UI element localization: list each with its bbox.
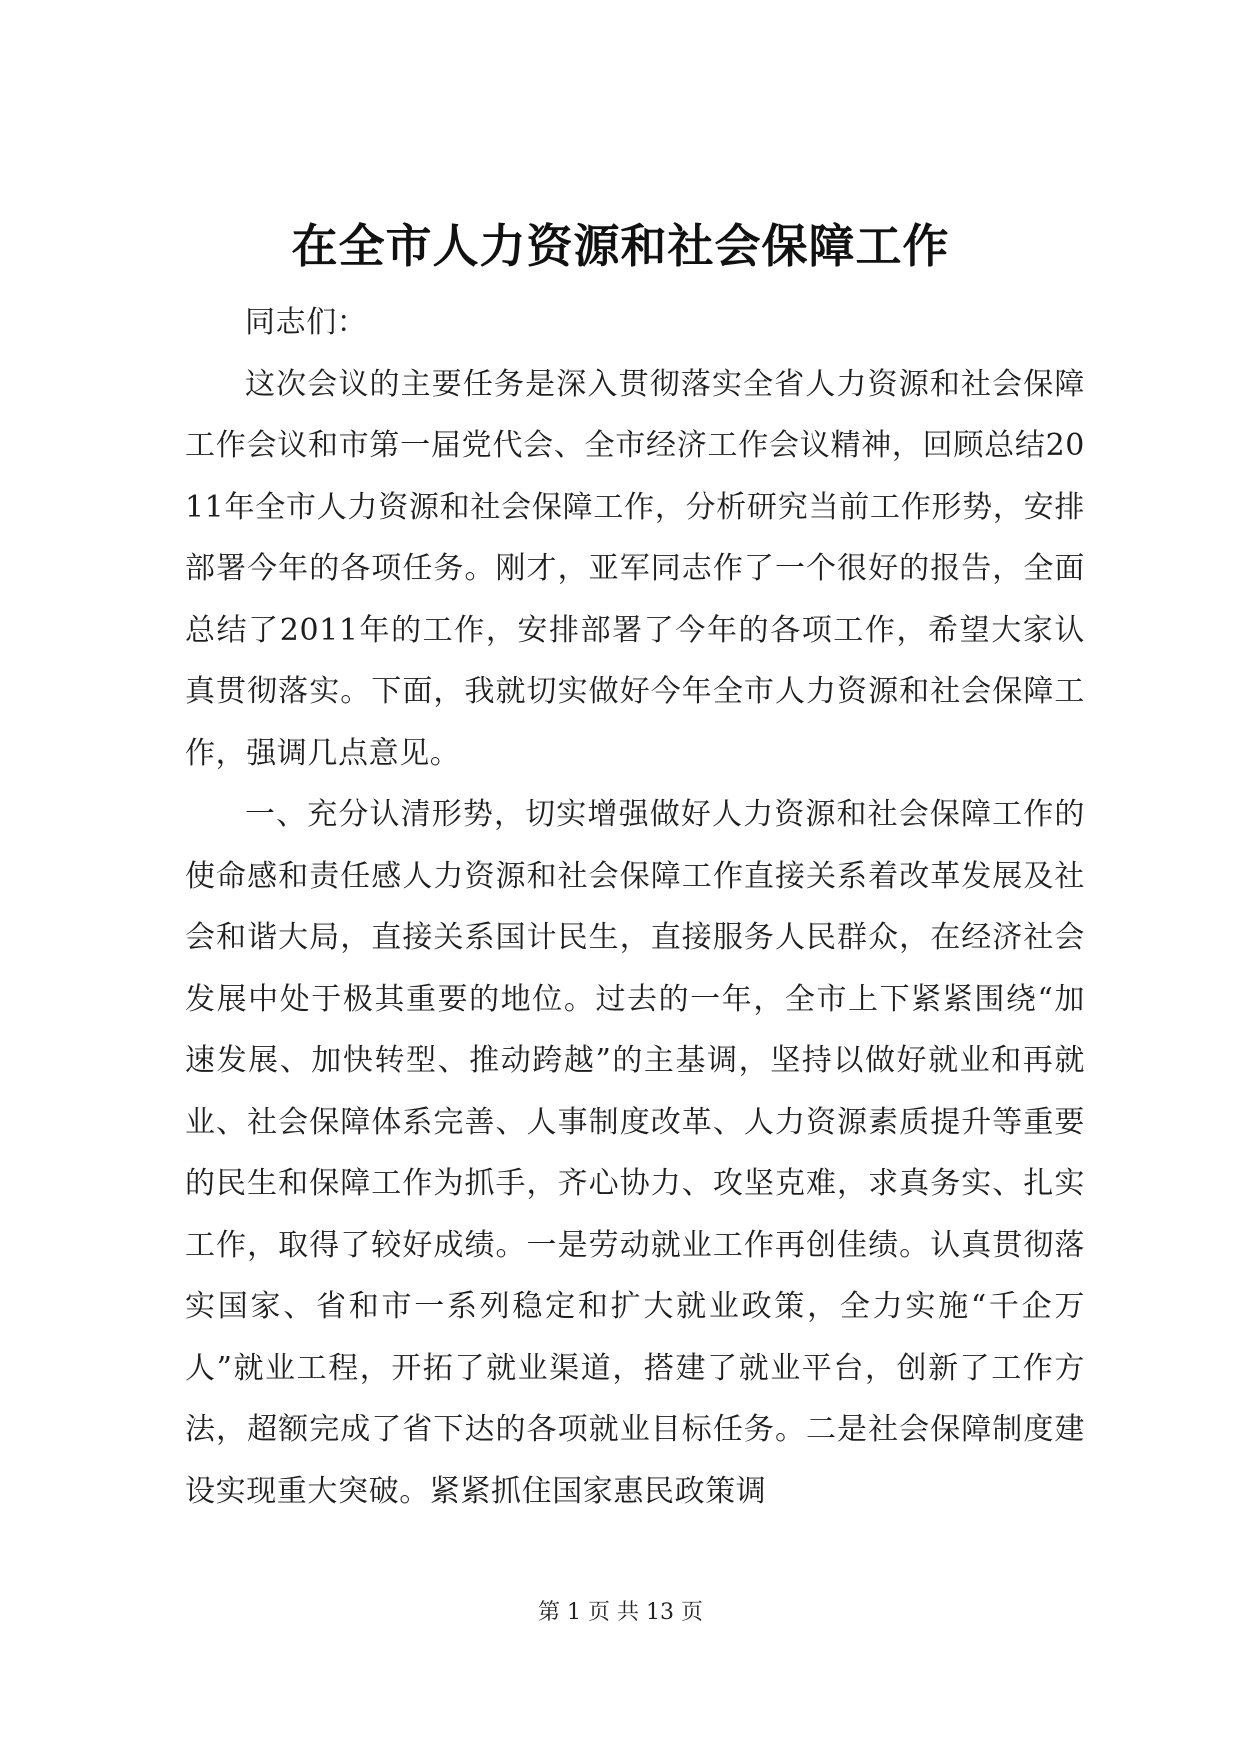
page-number-footer: 第 1 页 共 13 页 [538,1600,703,1625]
salutation: 同志们： [245,305,368,340]
paragraph-intro: 这次会议的主要任务是深入贯彻落实全省人力资源和社会保障工作会议和市第一届党代会、全市经济工作会议精神，回顾总结2011年全市人力资源和社会保障工作，分析研究当前工作形势，安排部署今年的各项任务。刚才，亚军同志作了一个很好的报告，全面总结了2011年的工作，安排部署了今年的各项工作，希望大家认真贯彻落实。下面，我就切实做好今年全市人力资源和社会保障工作，强调几点意见。 [185,366,1085,771]
document-body [185,292,1085,1522]
paragraph-section-one: 一、充分认清形势，切实增强做好人力资源和社会保障工作的使命感和责任感人力资源和社会保障工作直接关系着改革发展及社会和谐大局，直接关系国计民生，直接服务人民群众，在经济社会发展中处于极其重要的地位。过去的一年，全市上下紧紧围绕“加速发展、加快转型、推动跨越”的主基调，坚持以做好就业和再就业、社会保障体系完善、人事制度改革、人力资源素质提升等重要的民生和保障工作为抓手，齐心协力、攻坚克难，求真务实、扎实工作，取得了较好成绩。一是劳动就业工作再创佳绩。认真贯彻落实国家、省和市一系列稳定和扩大就业政策，全力实施“千企万人”就业工程，开拓了就业渠道，搭建了就业平台，创新了工作方法，超额完成了省下达的各项就业目标任务。二是社会保障制度建设实现重大突破。紧紧抓住国家惠民政策调 [185,797,1085,1509]
document-title: 在全市人力资源和社会保障工作 [291,219,950,273]
